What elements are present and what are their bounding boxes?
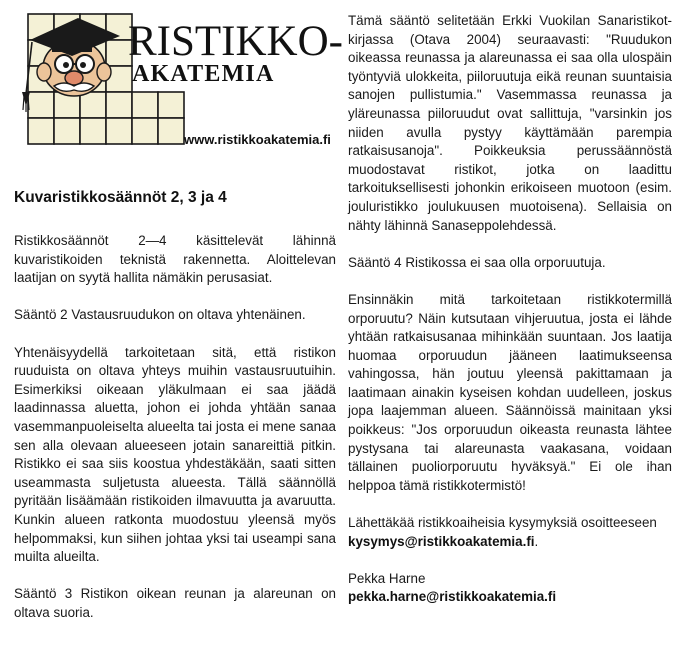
rule-3-statement: Sääntö 3 Ristikon oikean reunan ja alareunan on oltava suoria. [14, 586, 336, 620]
contact-line [348, 533, 672, 552]
article-heading: Kuvaristikkosäännöt 2, 3 ja 4 [14, 189, 227, 206]
ristikkoakatemia-logo [8, 6, 343, 148]
contact-prompt: Lähettäkää ristikkoaiheisia kysymyksiä osoitteeseen [348, 515, 657, 531]
paragraph: Tämä sääntö selitetään Erkki Vuokilan Sanaristikot-kirjassa (Otava 2004) seuraavasti: "Ruudukon oikeassa reunassa ja alareunassa ei saa olla ulospäin työntyviä ulokkeita, piiloruutuja eikä reunan suuntaisia sanojen pullistumia." Vasemmassa reunassa ja yläreunassa piiloruudut ovat sallittuja, "varsinkin jos niiden avulla pystyy käyttämään parempia ratkaisusanoja". Poikkeuksia perussäännöstä muodostavat ristikot, jotka on laadittu tarkoituksellisesti johonkin erikoiseen muotoon (esim. jouluristikko joulukuusen muotoisena). Sellaisia on nähty lähinnä Sanaseppolehdessä. [348, 13, 672, 233]
right-column [348, 12, 672, 607]
author-name: Pekka Harne [348, 570, 426, 586]
paragraph: Ensinnäkin mitä tarkoitetaan ristikkotermillä orporuutu? Näin kutsutaan vihjeruutua, josta ei lähde yhtään ratkaisusanaa mihinkään suuntaan. Jos laatija huomaa orporuudun jääneen laatimukseensa vahingossa, hän joutuu yleensä pakittamaan ja laatimaan ainakin kyseisen kohdan uudelleen, joskus jopa laajemman alueen. Säännöissä mainitaan yksi poikkeus: "Jos orporuudun oikeasta reunasta lähtee pystysana tai alareunasta vaakasana, voidaan tällainen puoliorporuutu hyväksyä." Ei ole ihan helppoa tämä ristikkotermistö! [348, 291, 672, 493]
rule-4-statement: Sääntö 4 Ristikossa ei saa olla orporuutuja. [348, 254, 606, 270]
contact-email-link[interactable]: kysymys@ristikkoakatemia.fi [348, 533, 535, 549]
rule-2-statement: Sääntö 2 Vastausruudukon on oltava yhtenäinen. [14, 307, 306, 323]
logo-subtitle: AKATEMIA [132, 61, 275, 87]
paragraph: Ristikkosäännöt 2—4 käsittelevät lähinnä kuvaristikoiden teknistä rakennetta. Aloittelevan laatijan on syytä hallita nämäkin perusasiat. [14, 233, 336, 286]
left-column [14, 232, 336, 622]
contact-email-suffix: . [534, 533, 539, 549]
author-email-link[interactable]: pekka.harne@ristikkoakatemia.fi [348, 589, 557, 605]
logo-title: RISTIKKO- [128, 18, 343, 65]
paragraph: Yhtenäisyydellä tarkoitetaan sitä, että ristikon ruuduista on oltava yhteys muihin vastausruutuihin. Esimerkiksi oikeaan yläkulmaan ei saa jäädä laadinnassa aluetta, johon ei johda yhtään sanaa vasemmanpuoleiselta alueelta tai josta ei mene sanaa sen alla olevaan alueeseen jotain sanareittiä pitkin. Ristikko ei saa siis koostua yhdestäkään, saati sitten useammasta suljetusta alueesta. Tällä säännöllä pyritään lisäämään ristikoiden ilmavuutta ja avaruutta. Kunkin alueen ratkonta muodostuu yleensä myös helpommaksi, kun siihen johtaa yksi tai useampi sana muilta alueilta. [14, 344, 336, 565]
logo-url-link[interactable]: www.ristikkoakatemia.fi [184, 132, 331, 147]
